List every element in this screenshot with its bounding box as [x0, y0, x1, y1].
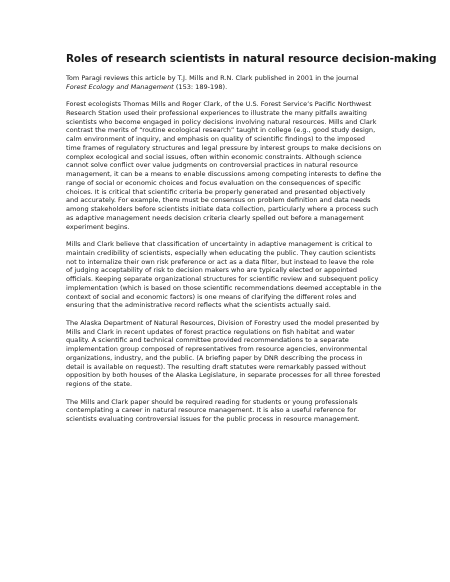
body-paragraph	[66, 398, 396, 424]
article-title: Roles of research scientists in natural resource decision-making	[66, 53, 437, 65]
journal-name: Forest Ecology and Management	[66, 82, 174, 91]
paragraph-line: management, it can be a means to enable discussions among competing interests to define the	[66, 170, 382, 179]
paragraph-line: scientists who become engaged in policy decisions involving natural resources. Mills and Clark	[66, 117, 377, 126]
paragraph-line: ensuring that the administrative record reflects what the scientists actually said.	[66, 301, 331, 310]
paragraph-line: contrast the merits of “routine ecological research” taught in college (e.g., good study design,	[66, 126, 376, 135]
paragraph-line: opposition by both houses of the Alaska Legislature, in separate processes for all three forested	[66, 371, 381, 380]
paragraph-line: complex ecological and social issues, often within economic constraints. Although science	[66, 152, 362, 161]
journal-citation: (153: 189-198).	[173, 82, 228, 91]
paragraph-line: The Alaska Department of Natural Resources, Division of Forestry used the model presented by	[66, 318, 380, 327]
paragraph-line: regions of the state.	[66, 380, 133, 389]
paragraph-line: quality. A scientific and technical committee provided recommendations to a separate	[66, 336, 349, 345]
paragraph-line: implementation group composed of representatives from resource agencies, environmental	[66, 345, 368, 354]
body-paragraphs	[66, 100, 396, 424]
intro-line: Tom Paragi reviews this article by T.J. Mills and R.N. Clark published in 2001 in the journal	[66, 74, 359, 82]
paragraph-line: of judging acceptability of risk to decision makers who are typically elected or appointed	[66, 266, 358, 275]
paragraph-line: Mills and Clark in recent updates of forest practice regulations on fish habitat and water	[66, 327, 355, 336]
paragraph-line: Mills and Clark believe that classification of uncertainty in adaptive management is critical to	[66, 240, 373, 249]
paragraph-line: cannot solve conflict over value judgments on controversial practices in natural resource	[66, 161, 358, 170]
intro-citation-line	[66, 83, 396, 92]
intro-paragraph	[66, 74, 396, 92]
body-paragraph	[66, 240, 396, 310]
paragraph-line: as adaptive management needs decision criteria clearly spelled out before a management	[66, 213, 364, 222]
paragraph-line: contemplating a career in natural resource management. It is also a useful reference for	[66, 406, 357, 415]
paragraph-line: experiment begins.	[66, 222, 130, 231]
paragraph-line: officials. Keeping separate organizational structures for scientific review and subsequent policy	[66, 275, 379, 284]
paragraph-line: scientists evaluating controversial issues for the public process in resource management.	[66, 415, 360, 423]
document-page	[66, 53, 437, 432]
paragraph-line: detail is available on request). The resulting draft statutes were remarkably passed without	[66, 362, 366, 371]
paragraph-line: not to internalize their own risk preference or act as a data filter, but instead to leave the role	[66, 257, 374, 266]
paragraph-line: context of social and economic factors) is one means of clarifying the different roles and	[66, 292, 357, 301]
paragraph-line: and accurately. For example, there must be consensus on problem definition and data needs	[66, 196, 371, 205]
paragraph-line: calm environment of inquiry, and emphasis on quality of scientific findings) to the imposed	[66, 135, 366, 144]
body-paragraph	[66, 100, 396, 231]
paragraph-line: The Mills and Clark paper should be required reading for students or young professionals	[66, 397, 358, 406]
paragraph-line: organizations, industry, and the public. (A briefing paper by DNR describing the process in	[66, 353, 363, 362]
paragraph-line: implementation (which is based on those scientific recommendations deemed acceptable in the	[66, 283, 382, 292]
paragraph-line: Research Station used their professional experiences to illustrate the many pitfalls awaiting	[66, 108, 367, 117]
paragraph-line: among stakeholders before scientists initiate data collection, particularly where a process such	[66, 205, 379, 214]
body-paragraph	[66, 319, 396, 389]
paragraph-line: Forest ecologists Thomas Mills and Roger Clark, of the U.S. Forest Service’s Pacific Northwest	[66, 100, 372, 109]
paragraph-line: time frames of regulatory structures and legal pressure by interest groups to make decisions on	[66, 143, 382, 152]
paragraph-line: choices. It is critical that scientific criteria be properly generated and presented objectively	[66, 187, 366, 196]
paragraph-line: range of social or economic choices and focus evaluation on the consequences of specific	[66, 178, 361, 187]
paragraph-line: maintain credibility of scientists, especially when educating the public. They caution scientists	[66, 248, 376, 257]
